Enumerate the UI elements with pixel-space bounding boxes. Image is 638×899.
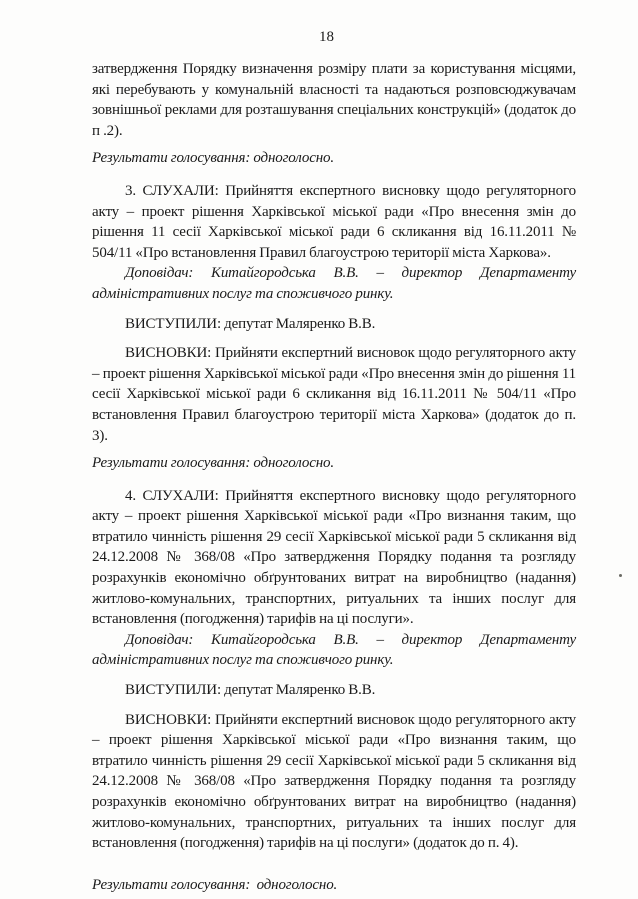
item-3-speaker: Доповідач: Китайгородська В.В. – директор Департаменту адміністративних послуг та споживчого ринку. bbox=[92, 265, 576, 302]
item-3-conclusions: ВИСНОВКИ: Прийняти експертний висновок щодо регуляторного акту – проект рішення Харківської міської ради «Про внесення змін до рішення 11 сесії Харківської міської ради 6 скликання від 16.11.2011 № 504/11 «Про встановлення Правил благоустрою території міста Харкова» (додаток до п. 3). bbox=[92, 345, 576, 444]
vote-result-2: Результати голосування: одноголосно. bbox=[92, 455, 334, 472]
scan-artifact-dot bbox=[619, 574, 622, 577]
paragraph-continuation: затвердження Порядку визначення розміру плати за користування місцями, які перебувають у комунальній власності та надаються розповсюджувачам зовнішньої реклами для розташування спеціальних конструкцій» (додаток до п .2). bbox=[92, 61, 576, 139]
item-4-speaker: Доповідач: Китайгородська В.В. – директор Департаменту адміністративних послуг та споживчого ринку. bbox=[92, 631, 576, 669]
item-4-spoke: ВИСТУПИЛИ: депутат Маляренко В.В. bbox=[125, 682, 376, 699]
vote-result-1: Результати голосування: одноголосно. bbox=[92, 150, 334, 167]
item-3-heard: 3. СЛУХАЛИ: Прийняття експертного висновку щодо регуляторного акту – проект рішення Харківської міської ради «Про внесення змін до рішення 11 сесії Харківської міської ради 6 скликання від 16.11.2011 № 504/11 «Про встановлення Правил благоустрою території міста Харкова». bbox=[92, 182, 576, 261]
item-4-heard: 4. СЛУХАЛИ: Прийняття експертного висновку щодо регуляторного акту – проект рішення Харківської міської ради «Про визнання таким, що втратило чинність рішення 29 сесії Харківської міської ради 5 скликання від 24.12.2008 № 368/08 «Про затвердження Порядку подання та розгляду розрахунків економічно обґрунтованих витрат на виробництво (надання) житлово-комунальних, транспортних, ритуальних та інших послуг для встановлення (погодження) тарифів на ці послуги». bbox=[92, 487, 576, 628]
vote-result-3: Результати голосування: одноголосно. bbox=[92, 876, 338, 893]
item-4-conclusions: ВИСНОВКИ: Прийняти експертний висновок щодо регуляторного акту – проект рішення Харківської міської ради «Про визнання таким, що втратило чинність рішення 29 сесії Харківської міської ради 5 скликання від 24.12.2008 № 368/08 «Про затвердження Порядку подання та розгляду розрахунків економічно обґрунтованих витрат на виробництво (надання) житлово-комунальних, транспортних, ритуальних та інших послуг для встановлення (погодження) тарифів на ці послуги» (додаток до п. 4). bbox=[92, 711, 576, 852]
item-3-spoke: ВИСТУПИЛИ: депутат Маляренко В.В. bbox=[125, 315, 376, 332]
page-number: 18 bbox=[319, 29, 334, 45]
